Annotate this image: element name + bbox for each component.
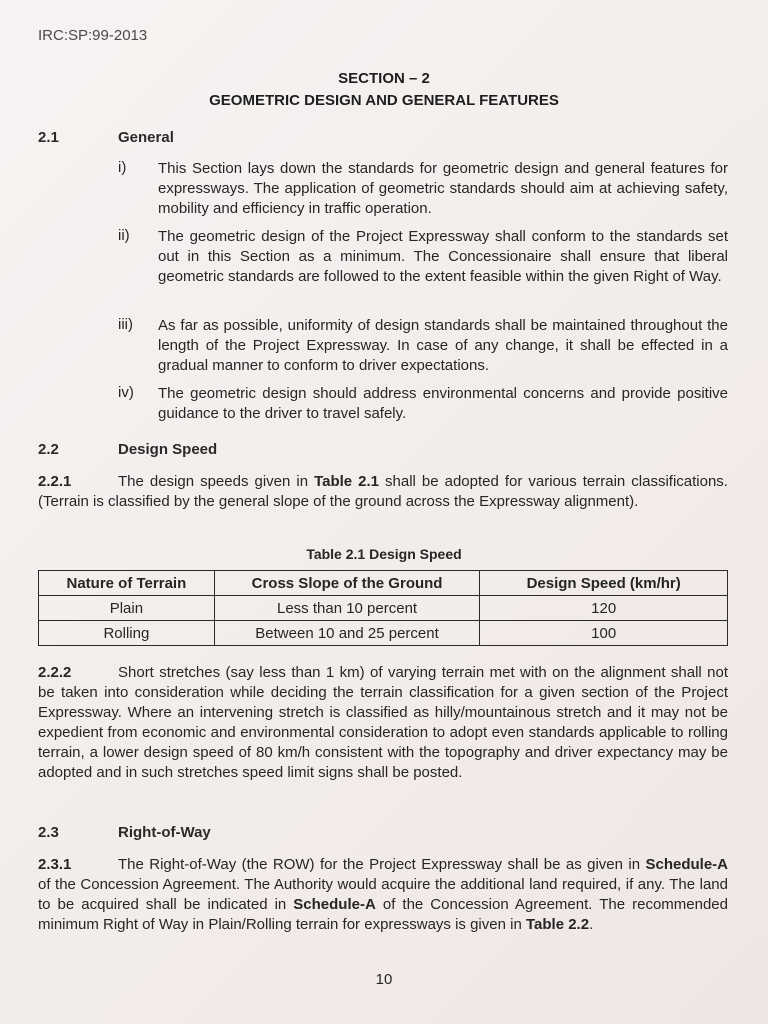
list-item-number: iii) [118, 316, 133, 333]
paragraph-text: of the Concession Agreement. The recommended minimum Right of Way in Plain/Rolling terrain for expressways is given in [38, 896, 728, 933]
table-cell: Plain [39, 596, 215, 621]
heading-2-1-title: General [118, 129, 174, 146]
paragraph-text: Short stretches (say less than 1 km) of varying terrain met with on the alignment shall not be taken into consideration while deciding the terrain classification for a given section of the Project Expressway. Where an intervening stretch is classified as hilly/mountainous stretch and it may not be expedient from economic and environmental consideration to adopt even standards applicable to rolling terrain, a lower design speed of 80 km/h consistent with the topography and driver expectancy may be adopted and in such stretches speed limit signs shall be posted. [38, 664, 728, 781]
paragraph-text: The Right-of-Way (the ROW) for the Project Expressway shall be as given in [118, 856, 646, 873]
table-row [39, 596, 728, 621]
paragraph-2-3-1 [38, 855, 728, 935]
paragraph-text: . [589, 916, 594, 933]
schedule-reference: Schedule-A [645, 856, 728, 873]
heading-2-2-title: Design Speed [118, 441, 218, 458]
list-item-text: The geometric design of the Project Expressway shall conform to the standards set out in this Section as a minimum. The Concessionaire shall ensure that liberal geometric standards are followed to the extent feasible within the given Right of Way. [158, 228, 728, 285]
table-header-cell: Design Speed (km/hr) [480, 571, 728, 596]
heading-2-3-number: 2.3 [38, 824, 59, 841]
table-row [39, 621, 728, 646]
table-header-row [39, 571, 728, 596]
document-id: IRC:SP:99-2013 [38, 27, 148, 44]
paragraph-2-2-1 [38, 472, 728, 512]
section-title: GEOMETRIC DESIGN AND GENERAL FEATURES [209, 92, 559, 109]
paragraph-number: 2.2.2 [38, 664, 72, 681]
table-reference: Table 2.1 [314, 473, 379, 490]
table-cell: Between 10 and 25 percent [214, 621, 480, 646]
schedule-reference: Schedule-A [293, 896, 376, 913]
paragraph-text: The design speeds given in [118, 473, 315, 490]
list-item-text: This Section lays down the standards for geometric design and general features for expressways. The application of geometric standards should aim at achieving safety, mobility and efficiency in traffic operation. [158, 160, 728, 217]
list-item-number: iv) [118, 384, 134, 401]
list-item-text: As far as possible, uniformity of design standards shall be maintained throughout the length of the Project Expressway. In case of any change, it shall be effected in a gradual manner to conform to driver expectations. [158, 317, 728, 374]
paragraph-2-2-2 [38, 663, 728, 783]
list-item-number: i) [118, 159, 127, 176]
heading-2-2-number: 2.2 [38, 441, 59, 458]
list-item-text: The geometric design should address environmental concerns and provide positive guidance to the driver to travel safely. [158, 385, 728, 422]
heading-2-3-title: Right-of-Way [118, 824, 211, 841]
table-cell: 120 [480, 596, 728, 621]
paragraph-text: shall be adopted for various terrain classifications. (Terrain is classified by the general slope of the ground across the Expressway alignment). [38, 473, 728, 510]
table-header-cell: Nature of Terrain [39, 571, 215, 596]
table-cell: Less than 10 percent [214, 596, 480, 621]
paragraph-number: 2.2.1 [38, 473, 72, 490]
section-number: SECTION – 2 [338, 70, 430, 87]
paragraph-number: 2.3.1 [38, 856, 72, 873]
table-header-cell: Cross Slope of the Ground [214, 571, 480, 596]
table-cell: Rolling [39, 621, 215, 646]
table-reference: Table 2.2 [525, 916, 590, 933]
heading-2-1-number: 2.1 [38, 129, 59, 146]
page-number: 10 [375, 971, 393, 988]
table-caption: Table 2.1 Design Speed [306, 546, 462, 562]
design-speed-table [38, 570, 728, 646]
paragraph-text: of the Concession Agreement. The Authority would acquire the additional land required, if any. The land to be acquired shall be indicated in [38, 876, 728, 913]
list-item-number: ii) [118, 227, 130, 244]
table-cell: 100 [480, 621, 728, 646]
